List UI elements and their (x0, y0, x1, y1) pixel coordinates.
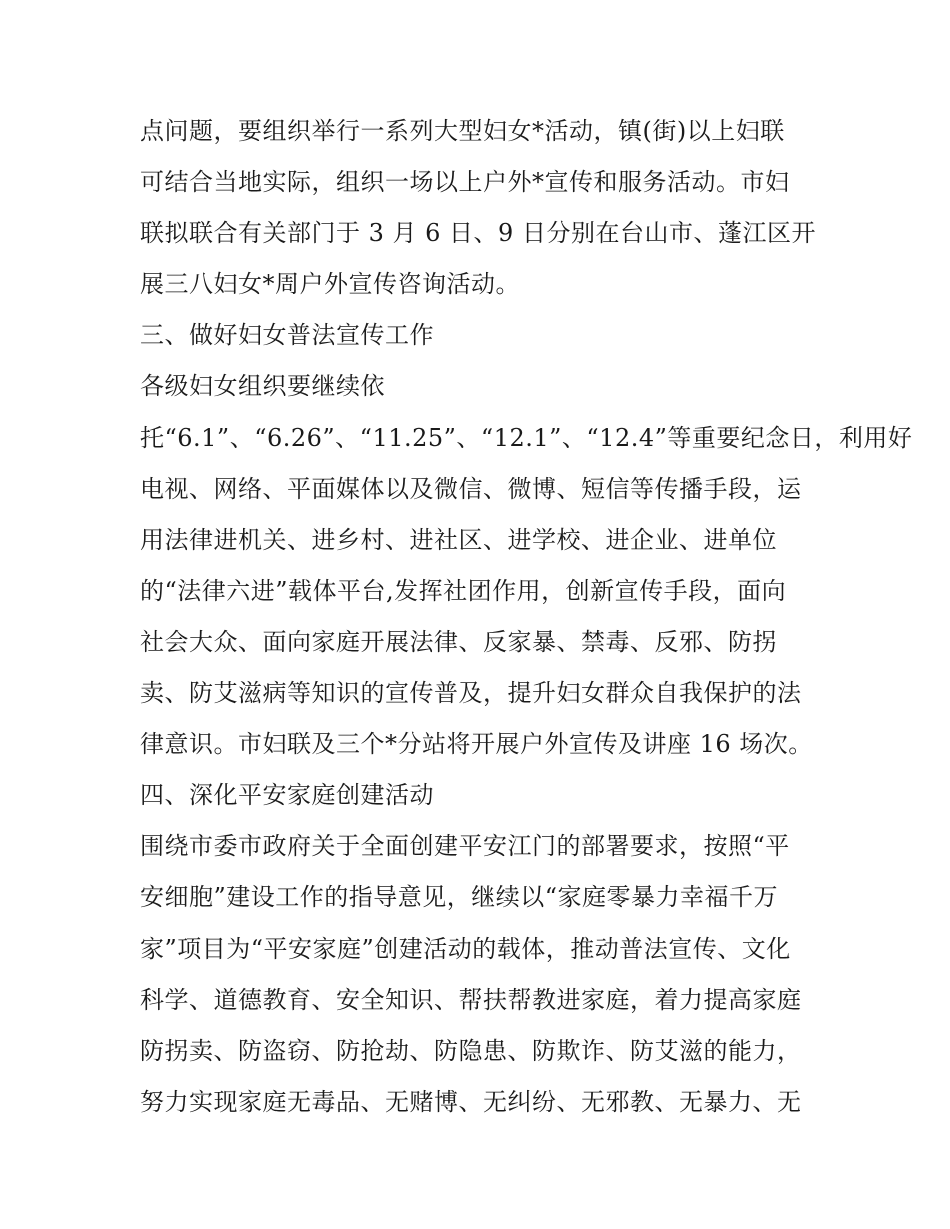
text-line: 围绕市委市政府关于全面创建平安江门的部署要求，按照“平 (140, 832, 790, 861)
text-line: 的“法律六进”载体平台,发挥社团作用，创新宣传手段，面向 (140, 576, 787, 605)
text-line: 用法律进机关、进乡村、进社区、进学校、进企业、进单位 (140, 525, 777, 554)
section-heading: 三、做好妇女普法宣传工作 (140, 321, 434, 350)
text-line: 展三八妇女*周户外宣传咨询活动。 (140, 270, 520, 299)
text-line: 社会大众、面向家庭开展法律、反家暴、禁毒、反邪、防拐 (140, 627, 777, 656)
section-heading: 四、深化平安家庭创建活动 (140, 781, 434, 810)
text-line: 努力实现家庭无毒品、无赌博、无纠纷、无邪教、无暴力、无 (140, 1087, 802, 1116)
text-line: 家”项目为“平安家庭”创建活动的载体，推动普法宣传、文化 (140, 934, 791, 963)
text-line: 可结合当地实际，组织一场以上户外*宣传和服务活动。市妇 (140, 168, 790, 197)
text-line: 安细胞”建设工作的指导意见，继续以“家庭零暴力幸福千万 (140, 883, 779, 912)
text-line: 点问题，要组织举行一系列大型妇女*活动，镇(街)以上妇联 (140, 117, 785, 145)
text-line: 各级妇女组织要继续依 (140, 372, 385, 401)
text-line: 防拐卖、防盗窃、防抢劫、防隐患、防欺诈、防艾滋的能力， (140, 1036, 802, 1065)
text-line: 科学、道德教育、安全知识、帮扶帮教进家庭，着力提高家庭 (140, 985, 802, 1014)
text-line: 电视、网络、平面媒体以及微信、微博、短信等传播手段，运 (140, 474, 802, 503)
text-line: 托“6.1”、“6.26”、“11.25”、“12.1”、“12.4”等重要纪念日，利用好 (140, 423, 913, 452)
text-line: 律意识。市妇联及三个*分站将开展户外宣传及讲座 16 场次。 (140, 730, 813, 759)
text-line: 卖、防艾滋病等知识的宣传普及，提升妇女群众自我保护的法 (140, 679, 802, 708)
document-body (140, 106, 913, 1128)
text-line: 联拟联合有关部门于 3 月 6 日、9 日分别在台山市、蓬江区开 (140, 219, 816, 248)
